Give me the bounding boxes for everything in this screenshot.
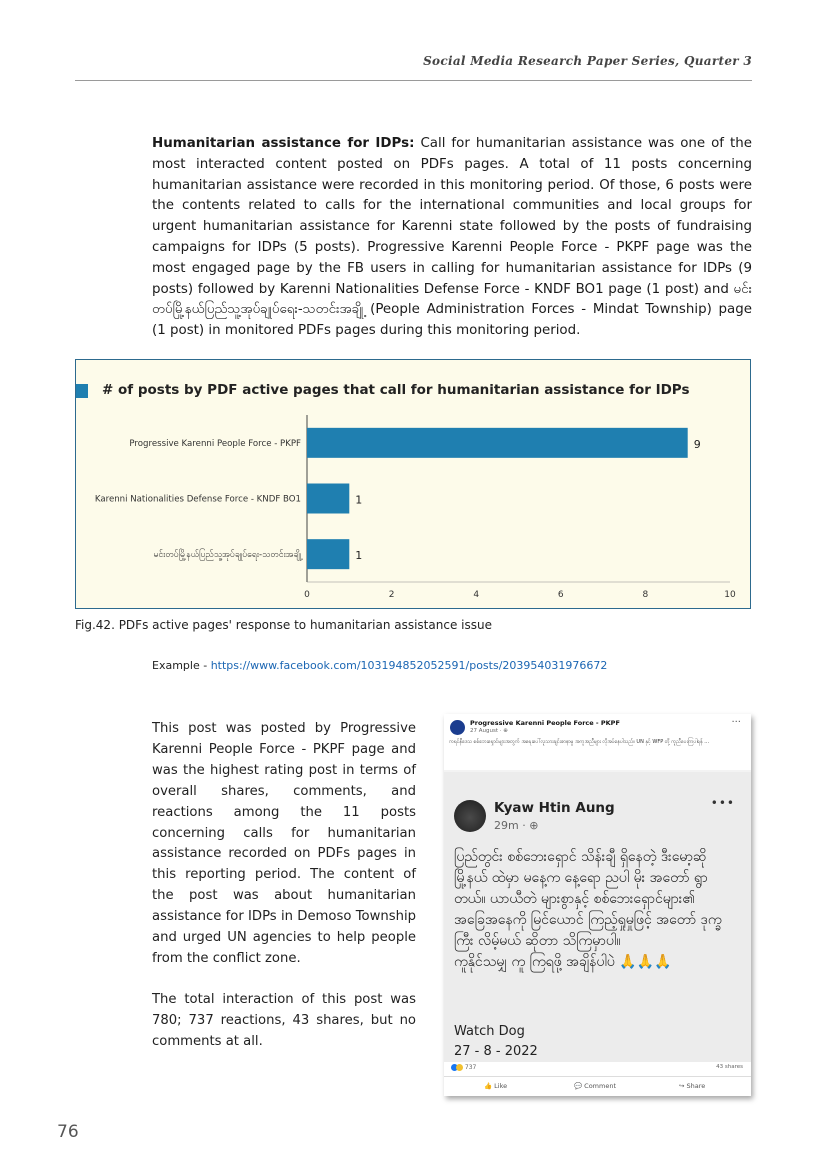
x-tick-label-2: 2 bbox=[388, 590, 395, 600]
category-label-2: Karenni Nationalities Defense Force - KNDF BO1 bbox=[94, 494, 301, 505]
fb-shared-post bbox=[444, 772, 751, 1062]
figure-caption: Fig.42. PDFs active pages' response to humanitarian assistance issue bbox=[75, 618, 492, 632]
example-label: Example - bbox=[152, 659, 211, 672]
example-link[interactable]: https://www.facebook.com/103194852052591/posts/203954031976672 bbox=[210, 659, 608, 672]
page-header bbox=[75, 50, 752, 81]
x-tick-label-4: 6 bbox=[557, 590, 564, 600]
fb-sign-date: 27 - 8 - 2022 bbox=[454, 1044, 538, 1059]
fb-sign-name: Watch Dog bbox=[454, 1024, 525, 1039]
example-line bbox=[152, 659, 607, 672]
more-options-icon: ··· bbox=[731, 717, 741, 728]
body-text bbox=[152, 719, 416, 1073]
intro-text: Call for humanitarian assistance was one of the most interacted content posted on PDFs pages. A total of 11 posts concerning humanitarian assistance were recorded in this monitoring period. Of those, 6 posts were the contents related to calls for the international communities and local groups for urgent humanitarian assistance for Karenni state followed by the posts of fundraising campaigns for IDPs (5 posts). Progressive Karenni People Force - PKPF page was the most engaged page by the FB users in calling for humanitarian assistance for IDPs (9 posts) followed by Karenni Nationalities Defense Force - KNDF BO1 page (1 post) and မင်းတပ်မြို့နယ်ပြည်သူ့အုပ်ချုပ်ရေး-သတင်းအချို့ (People Administration Forces - Mindat Township) page (1 post) in monitored PDFs pages during this monitoring period. bbox=[152, 136, 752, 339]
avatar bbox=[454, 800, 486, 832]
bar-2 bbox=[307, 484, 349, 514]
facebook-post-screenshot bbox=[444, 714, 751, 1096]
fb-action-bar bbox=[444, 1076, 751, 1096]
fb-post-header bbox=[444, 714, 751, 770]
fb-post-caption: ကရင်နီဒေသ စစ်ဘေးရှောင်များအတွက် အရေးပေါ်လူသားချင်းစာနာမှု အကူအညီများ လိုအပ်နေပါသည်။ UN နှင့် WFP တို့ ကူညီပေးကြပါရန် ... bbox=[449, 739, 710, 745]
page-logo-icon bbox=[450, 720, 465, 735]
fb-share-count: 43 shares bbox=[716, 1064, 743, 1070]
x-tick-label-1: 0 bbox=[304, 590, 310, 600]
value-label-2: 1 bbox=[355, 493, 363, 507]
care-reaction-icon bbox=[456, 1064, 463, 1071]
fb-post-signature bbox=[454, 1022, 538, 1062]
body-paragraph-2: The total interaction of this post was 780; 737 reactions, 43 shares, but no comments at all. bbox=[152, 991, 416, 1049]
like-button: 👍 Like bbox=[484, 1082, 508, 1090]
comment-button: 💬 Comment bbox=[574, 1082, 617, 1090]
fb-post-text: ပြည်တွင်း စစ်ဘေးရှောင် သိန်းချီ ရှိနေတဲ့ ဒီးမော့ဆို မြို့နယ် ထဲမှာ မနေ့က နေ့ရော ညပါ မိုး အတော် ရွာတယ်။ ယာယီတဲ များစွာနှင့် စစ်ဘေးရှောင်များ၏ အခြေအနေကို မြင်ယောင် ကြည့်ရှုမှုဖြင့် အတော် ဒုက္ခကြီး လိမ့်မယ် ဆိုတာ သိကြမှာပါ။ bbox=[454, 849, 722, 949]
body-paragraph-1: This post was posted by Progressive Karenni People Force - PKPF page and was the highest rating post in terms of overall shares, comments, and reactions among the 11 posts concerning calls for humanitarian assistance recorded on PDFs pages in this reporting period. The content of the post was about humanitarian assistance for IDPs in Demoso Township and urged UN agencies to help people from the conflict zone. bbox=[152, 721, 416, 966]
category-label-1: Progressive Karenni People Force - PKPF bbox=[129, 438, 301, 449]
share-label: Share bbox=[686, 1082, 706, 1090]
share-button: ↪ Share bbox=[679, 1082, 706, 1090]
bar-3 bbox=[307, 539, 349, 569]
fb-page-name: Progressive Karenni People Force - PKPF bbox=[470, 719, 620, 727]
fb-post-text-2: ကူနိုင်သမျှ ကူ ကြရဖို့ အချိန်ပါပဲ 🙏🙏🙏 bbox=[454, 954, 672, 970]
more-options-icon: ••• bbox=[710, 796, 735, 810]
value-label-1: 9 bbox=[693, 437, 701, 451]
figure-title: # of posts by PDF active pages that call for humanitarian assistance for IDPs bbox=[102, 382, 690, 398]
bar-chart bbox=[76, 360, 750, 608]
header-title: Social Media Research Paper Series, Quarter 3 bbox=[423, 54, 752, 68]
x-tick-label-6: 10 bbox=[724, 590, 736, 600]
value-label-3: 1 bbox=[355, 549, 363, 563]
intro-bold-lead: Humanitarian assistance for IDPs: bbox=[152, 136, 415, 151]
fb-author-name: Kyaw Htin Aung bbox=[494, 800, 615, 816]
category-label-3: မင်းတပ်မြို့နယ်ပြည်သူ့အုပ်ချုပ်ရေး-သတင်းအချို့ bbox=[153, 550, 301, 561]
x-tick-label-3: 4 bbox=[473, 590, 480, 600]
fb-post-date: 27 August · ⊕ bbox=[470, 728, 508, 734]
fb-reaction-count: 737 bbox=[464, 1064, 477, 1071]
page-number: 76 bbox=[57, 1122, 79, 1142]
bar-1 bbox=[307, 428, 688, 458]
intro-paragraph bbox=[152, 134, 752, 342]
figure-box bbox=[75, 359, 751, 609]
fb-post-time: 29m · ⊕ bbox=[494, 819, 539, 832]
fb-reactions bbox=[451, 1064, 476, 1071]
like-label: Like bbox=[494, 1082, 508, 1090]
comment-label: Comment bbox=[584, 1082, 617, 1090]
x-tick-label-5: 8 bbox=[642, 590, 649, 600]
fb-stats-bar bbox=[444, 1062, 751, 1076]
